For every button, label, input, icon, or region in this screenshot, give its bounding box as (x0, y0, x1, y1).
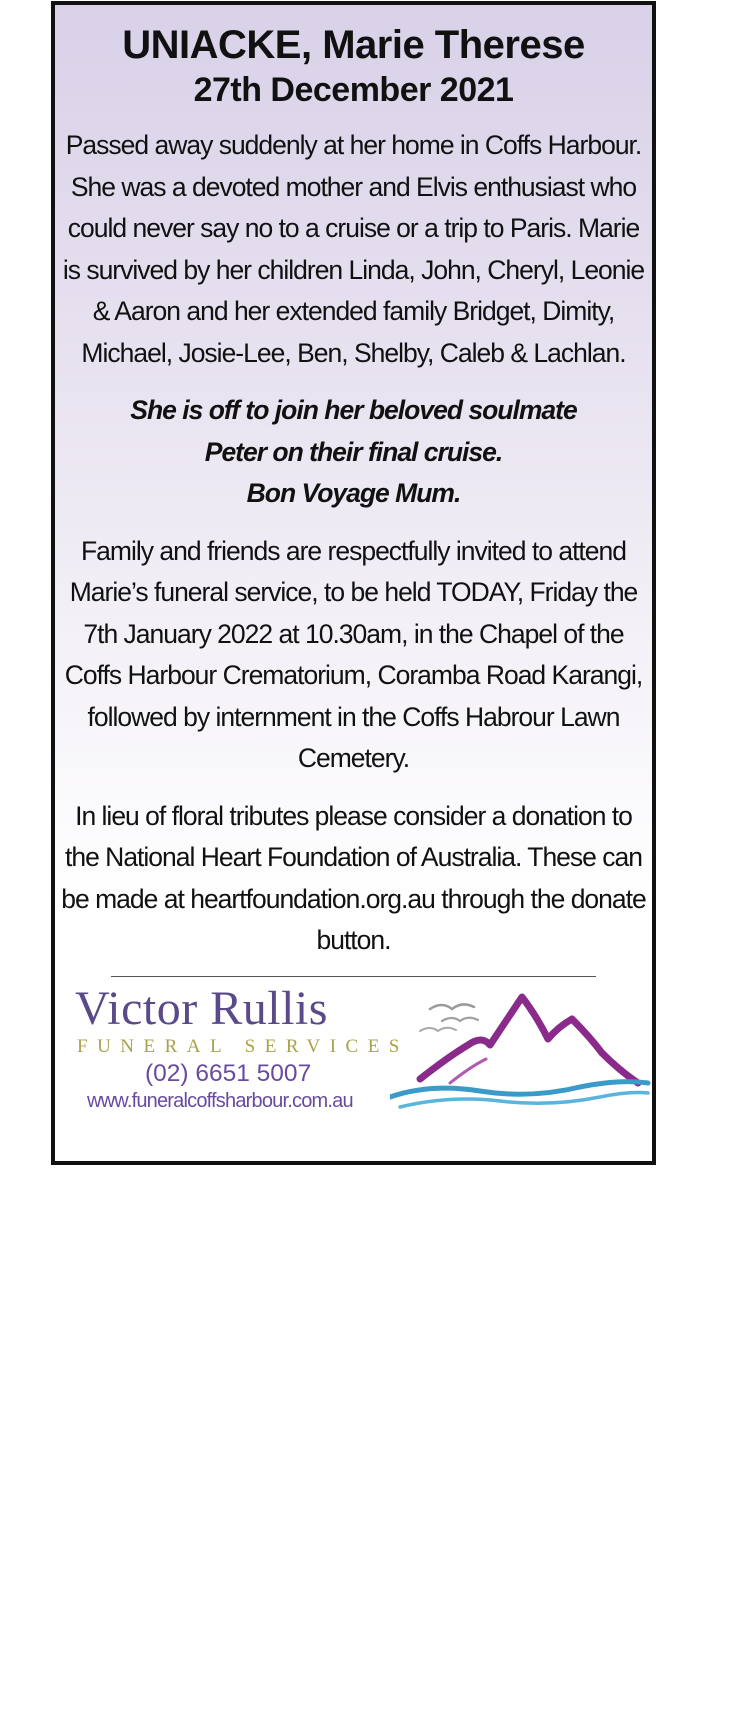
mountain-waves-birds-logo-icon (390, 987, 652, 1112)
tribute-line: Peter on their final cruise. (204, 436, 503, 467)
tribute-line: She is off to join her beloved soulmate (130, 395, 577, 425)
funeral-director-footer (55, 979, 652, 1114)
funeral-director-phone: (02) 6651 5007 (145, 1059, 312, 1087)
funeral-director-name: Victor Rullis (75, 981, 328, 1035)
death-notice (51, 1, 656, 1165)
tribute-line: Bon Voyage Mum. (246, 478, 461, 508)
notice-paragraph-life: Passed away suddenly at her home in Coffs Harbour. She was a devoted mother and Elvis enthusiast who could never say no to a cruise or a trip to Paris. Marie is survived by her children Linda, John, Cheryl, Leonie & Aaron and her extended family Bridget, Dimity, Michael, Josie-Lee, Ben, Shelby, Caleb & Lachlan. (62, 130, 645, 368)
notice-paragraph-service: Family and friends are respectfully invited to attend Marie’s funeral service, to be held TODAY, Friday the 7th January 2022 at 10.30am, in the Chapel of the Coffs Harbour Crematorium, Coramba Road Karangi, followed by internment in the Coffs Habrour Lawn Cemetery. (64, 535, 643, 773)
divider (111, 976, 596, 977)
date-of-death: 27th December 2021 (193, 71, 514, 109)
deceased-name: UNIACKE, Marie Therese (122, 23, 585, 67)
funeral-director-website: www.funeralcoffsharbour.com.au (87, 1089, 353, 1112)
notice-paragraph-donation: In lieu of floral tributes please consider a donation to the National Heart Foundation of Australia. These can be made at heartfoundation.org.au through the donate button. (61, 800, 646, 955)
funeral-director-subtitle: FUNERAL SERVICES (77, 1035, 409, 1057)
tribute-message (55, 390, 652, 515)
